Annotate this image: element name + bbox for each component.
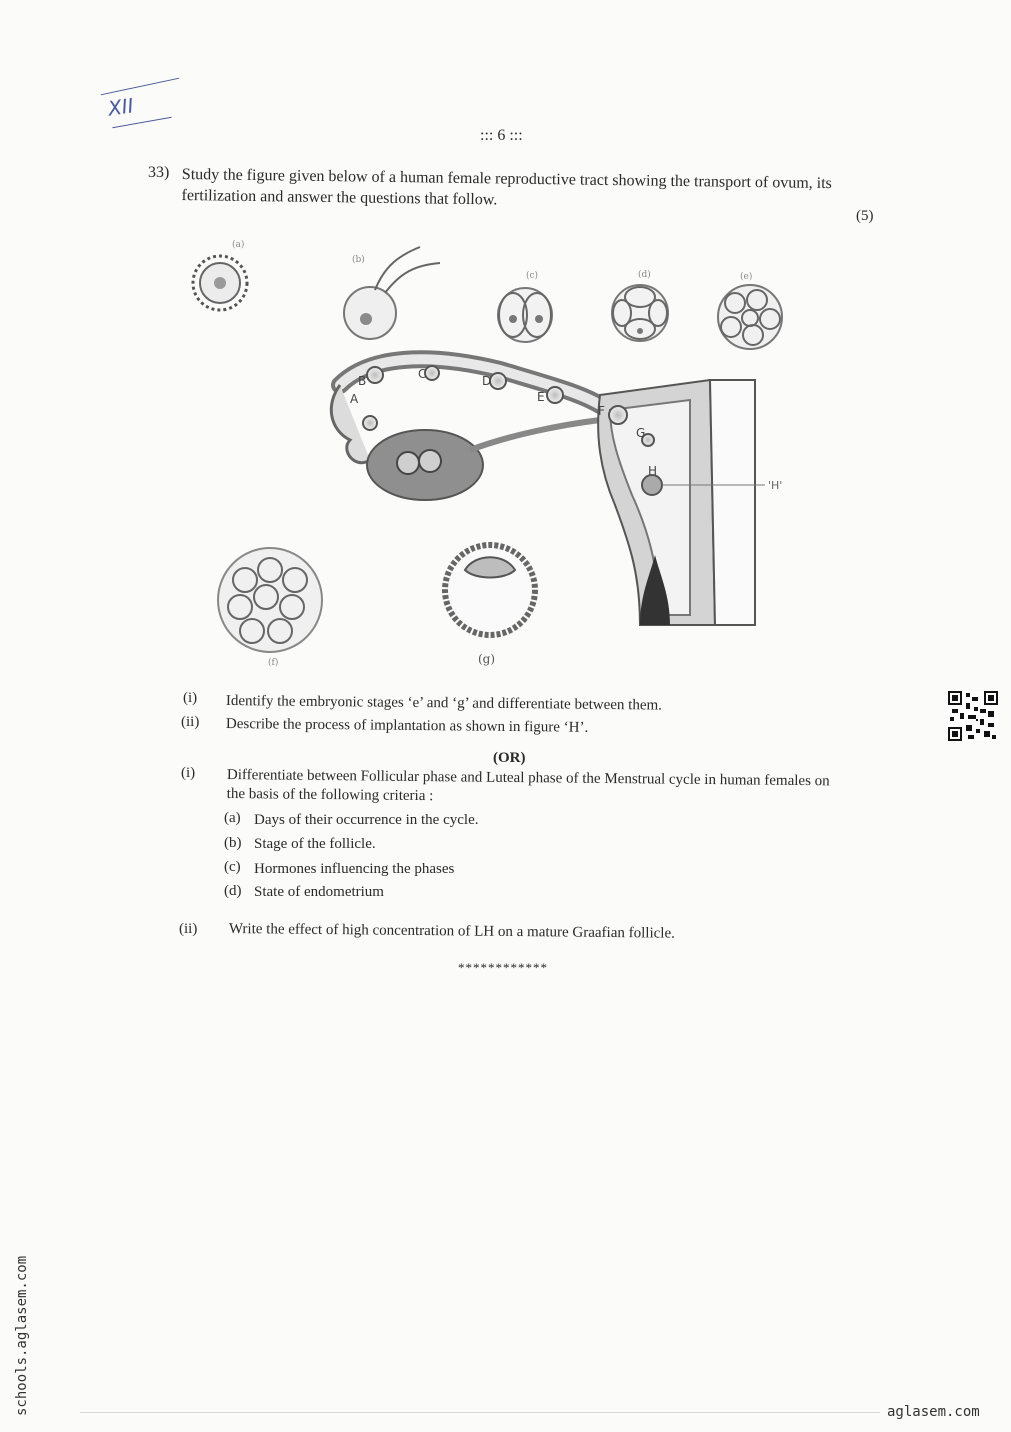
side-watermark: schools.aglasem.com (14, 1255, 30, 1416)
label-g: (g) (478, 652, 496, 666)
handwritten-class-mark: XII (106, 93, 136, 121)
part-b-i-roman: (i) (181, 765, 196, 781)
part-a-ii-roman: (ii) (181, 714, 200, 730)
criteria-c-text: Hormones influencing the phases (254, 861, 455, 877)
part-b-ii-roman: (ii) (179, 921, 198, 937)
stage-c-two-cell (498, 270, 552, 342)
label-a: (a) (232, 240, 245, 250)
question-marks: (5) (856, 208, 874, 224)
label-B: B (358, 374, 367, 388)
stage-e-cleavage (718, 271, 782, 349)
label-C: C (418, 367, 427, 381)
label-e: (e) (740, 272, 753, 282)
footer-watermark: aglasem.com (887, 1404, 980, 1420)
stage-f-morula (218, 548, 322, 668)
part-a-i-text: Identify the embryonic stages ‘e’ and ‘g’ and differentiate between them. (225, 693, 663, 714)
criteria-b-text: Stage of the follicle. (254, 836, 376, 852)
label-H-pointer: 'H' (768, 479, 783, 492)
qr-code (948, 691, 998, 741)
or-separator: (OR) (493, 750, 526, 766)
label-b: (b) (352, 255, 365, 265)
question-text: Study the figure given below of a human female reproductive tract showing the transport of ovum, its fertilization and answer the questions that follow. (181, 165, 832, 209)
uterine-tube-and-uterus (331, 359, 782, 625)
label-D: D (482, 374, 492, 388)
page-number: ::: 6 ::: (480, 127, 523, 144)
label-d: (d) (638, 270, 651, 280)
label-E: E (537, 390, 545, 404)
end-marker: ************ (458, 960, 548, 975)
question-number: 33) (148, 164, 170, 181)
label-F: F (598, 404, 605, 418)
part-b-i-text: Differentiate between Follicular phase and Luteal phase of the Menstrual cycle in human females on the basis of the following criteria : (226, 766, 830, 805)
criteria-a-text: Days of their occurrence in the cycle. (254, 812, 479, 828)
label-G: G (636, 426, 646, 440)
part-a-ii-text: Describe the process of implantation as shown in figure ‘H’. (225, 716, 589, 736)
footer-rule (80, 1412, 880, 1413)
criteria-b-key: (b) (224, 835, 242, 851)
criteria-a-key: (a) (224, 810, 241, 826)
stage-d-four-cell (612, 269, 668, 341)
label-H: H (648, 464, 658, 478)
stage-g-blastocyst (445, 545, 535, 666)
criteria-d-text: State of endometrium (254, 884, 384, 900)
part-b-ii-text: Write the effect of high concentration of LH on a mature Graafian follicle. (228, 921, 675, 942)
stage-b-fertilization (344, 247, 440, 339)
reproductive-tract-figure (170, 235, 810, 690)
part-a-i-roman: (i) (183, 690, 198, 706)
stage-a-ovum (193, 239, 247, 310)
label-c: (c) (526, 271, 539, 281)
criteria-c-key: (c) (224, 859, 241, 875)
label-A: A (350, 392, 359, 406)
label-f: (f) (268, 658, 279, 668)
handwritten-underline-top (101, 78, 179, 96)
criteria-d-key: (d) (224, 883, 242, 899)
